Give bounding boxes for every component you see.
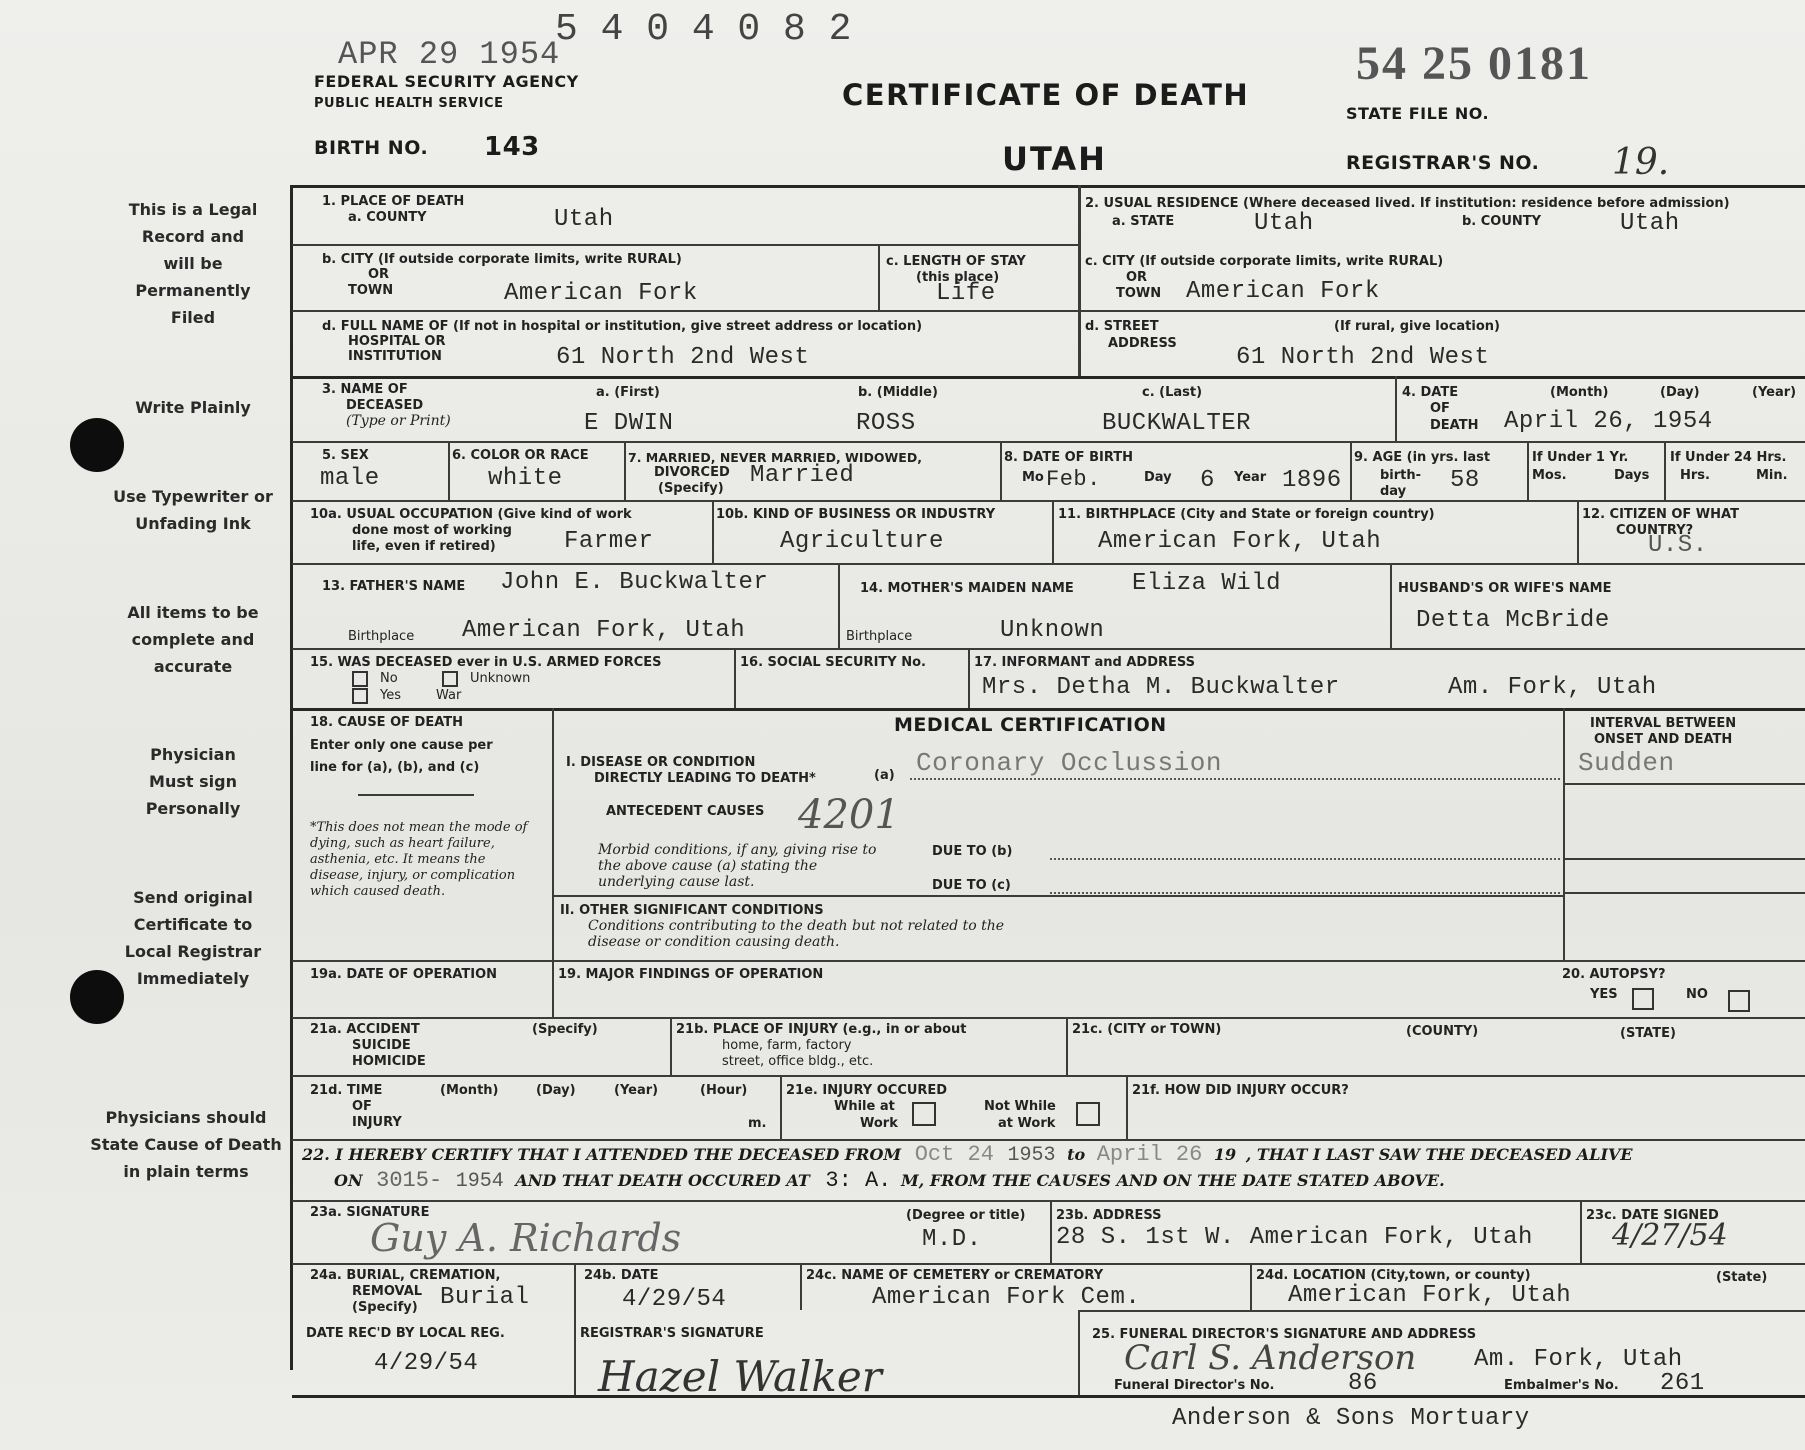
rule-o — [292, 1263, 1805, 1265]
v-burial-date — [800, 1263, 802, 1310]
rule-b — [292, 310, 1805, 312]
occupation-sub2: life, even if retired) — [352, 539, 496, 554]
autopsy-yes-checkbox[interactable] — [1632, 988, 1654, 1010]
rule-m — [292, 1139, 1805, 1141]
color-or-race: white — [488, 465, 563, 492]
registrar-number: 19. — [1612, 142, 1670, 183]
sex-label: 5. SEX — [322, 448, 369, 463]
father-birthplace-label: Birthplace — [348, 629, 415, 644]
cert-text-1: 22. I HEREBY CERTIFY THAT I ATTENDED THE DECEASED FROM — [302, 1145, 902, 1164]
v-mother — [1390, 563, 1392, 648]
agency-name: FEDERAL SECURITY AGENCY — [314, 72, 579, 91]
rule-g — [292, 648, 1805, 650]
cert-time: 3: A. — [825, 1168, 892, 1193]
last-name: BUCKWALTER — [1102, 410, 1252, 437]
rule-a — [292, 244, 1078, 246]
stamp-date: APR 29 1954 — [338, 36, 561, 73]
burial-specify-label: (Specify) — [352, 1300, 418, 1315]
date-received: 4/29/54 — [374, 1350, 479, 1377]
physician-signature: Guy A. Richards — [370, 1216, 682, 1260]
funeral-director-signature: Carl S. Anderson — [1124, 1338, 1417, 1378]
birth-number: 143 — [484, 132, 540, 162]
father-label: 13. FATHER'S NAME — [322, 579, 466, 594]
cemetery: American Fork Cem. — [872, 1284, 1141, 1311]
side-note-typewriter: Use Typewriter or Unfading Ink — [113, 487, 273, 533]
residence-label: 2. USUAL RESIDENCE (Where deceased lived. If institution: residence before admission) — [1085, 196, 1730, 211]
death-year-label: (Year) — [1752, 385, 1797, 400]
place-of-death-label: 1. PLACE OF DEATH — [322, 194, 465, 209]
operation-findings-label: 19. MAJOR FINDINGS OF OPERATION — [558, 967, 824, 982]
place-of-injury-label: 21b. PLACE OF INJURY (e.g., in or about — [676, 1022, 967, 1037]
certificate-title: CERTIFICATE OF DEATH — [842, 78, 1250, 112]
birth-year-label: Year — [1234, 470, 1267, 485]
antecedent-label: ANTECEDENT CAUSES — [606, 804, 765, 819]
cert-to-label: to — [1067, 1145, 1086, 1164]
burial-state-label: (State) — [1716, 1270, 1768, 1285]
address-label: ADDRESS — [1108, 336, 1177, 351]
date-of-death: April 26, 1954 — [1504, 408, 1713, 435]
disease-line — [910, 778, 1560, 780]
armed-yes-label: Yes — [380, 688, 401, 703]
v-under1 — [1664, 441, 1666, 500]
while-at-label: While at — [834, 1099, 895, 1114]
burial-type: Burial — [440, 1284, 530, 1311]
hospital-sub2: INSTITUTION — [348, 349, 442, 364]
injury-county-label: (COUNTY) — [1406, 1024, 1479, 1039]
v-res-split — [1078, 185, 1081, 376]
interval: Sudden — [1578, 748, 1675, 778]
v-age — [1527, 441, 1529, 500]
occupation-sub1: done most of working — [352, 523, 512, 538]
residence-city: American Fork — [1186, 278, 1380, 305]
injury-day-label: (Day) — [536, 1083, 576, 1098]
removal-label: REMOVAL — [352, 1284, 423, 1299]
marital-label: 7. MARRIED, NEVER MARRIED, WIDOWED, — [628, 450, 922, 465]
cert-to-year: 19 — [1213, 1145, 1237, 1164]
date-death-word-label: DEATH — [1430, 418, 1479, 433]
state-file-label: STATE FILE NO. — [1346, 104, 1490, 123]
birth-day-label: Day — [1144, 470, 1172, 485]
rule-f — [292, 563, 1805, 565]
residence-county: Utah — [1620, 210, 1680, 237]
due-to-b-line — [1050, 858, 1560, 860]
v-date-signed — [1580, 1200, 1582, 1263]
signature-label: 23a. SIGNATURE — [310, 1205, 430, 1220]
armed-war-label: War — [436, 688, 462, 703]
cert-text-2: , THAT I LAST SAW THE DECEASED ALIVE — [1245, 1145, 1633, 1164]
due-to-c-label: DUE TO (c) — [932, 878, 1011, 893]
how-injury-label: 21f. HOW DID INJURY OCCUR? — [1132, 1083, 1349, 1098]
punch-hole-top — [70, 418, 124, 472]
interval-label2: ONSET AND DEATH — [1594, 732, 1733, 747]
rule-n — [292, 1200, 1805, 1202]
rule-d — [292, 441, 1805, 443]
physician-address: 28 S. 1st W. American Fork, Utah — [1056, 1224, 1533, 1251]
v-cemetery — [1250, 1263, 1252, 1310]
v-sex — [448, 441, 450, 500]
v-color — [624, 441, 626, 500]
informant-name: Mrs. Detha M. Buckwalter — [982, 674, 1340, 701]
top-serial-number: 5 4 0 4 0 8 2 — [555, 8, 852, 51]
rule-l — [292, 1075, 1805, 1077]
father-birthplace: American Fork, Utah — [462, 617, 746, 644]
cert-from-year: 1953 — [1007, 1144, 1056, 1167]
not-while-at-work-checkbox[interactable] — [1076, 1102, 1100, 1126]
under-24-hrs-label: Hrs. — [1680, 468, 1710, 483]
age-label: 9. AGE (in yrs. last — [1354, 450, 1491, 465]
side-note-plain-terms: Physicians should State Cause of Death in plain terms — [90, 1108, 282, 1181]
v-injury-place — [1066, 1017, 1068, 1075]
date-of-label: OF — [1430, 401, 1450, 416]
autopsy-no-label: NO — [1686, 987, 1708, 1002]
disease-label2: DIRECTLY LEADING TO DEATH* — [594, 771, 816, 786]
side-note-physician: Physician Must sign Personally — [145, 745, 241, 818]
marital-specify-label: (Specify) — [658, 481, 724, 496]
cert-text-4: M, FROM THE CAUSES AND ON THE DATE STATED ABOVE. — [900, 1171, 1445, 1190]
residence-city-label: c. CITY (If outside corporate limits, write RURAL) — [1085, 254, 1444, 269]
under-24-min-label: Min. — [1756, 468, 1788, 483]
rule-c — [292, 376, 1805, 379]
v-stay — [878, 244, 880, 310]
injury-m-label: m. — [748, 1116, 767, 1131]
funeral-director-address: Am. Fork, Utah — [1474, 1346, 1683, 1373]
armed-no-checkbox[interactable] — [352, 671, 368, 687]
interval-rule-1 — [1563, 783, 1805, 785]
punch-hole-bottom — [70, 970, 124, 1024]
birth-year: 1896 — [1282, 467, 1342, 494]
birthplace-label: 11. BIRTHPLACE (City and State or foreign country) — [1058, 507, 1435, 522]
informant-label: 17. INFORMANT and ADDRESS — [974, 655, 1196, 670]
injury-of-label: OF — [352, 1099, 372, 1114]
cert-on-label: ON — [334, 1171, 363, 1190]
armed-unknown-label: Unknown — [470, 671, 531, 686]
funeral-director-no: 86 — [1348, 1370, 1378, 1397]
operation-date-label: 19a. DATE OF OPERATION — [310, 967, 498, 982]
registrar-signature: Hazel Walker — [598, 1352, 882, 1401]
v-armed — [734, 648, 736, 708]
not-while-label: Not While — [984, 1099, 1056, 1114]
injury-month-label: (Month) — [440, 1083, 499, 1098]
death-month-label: (Month) — [1550, 385, 1609, 400]
occupation: Farmer — [564, 528, 654, 555]
death-county: Utah — [554, 206, 614, 233]
father-name: John E. Buckwalter — [500, 569, 769, 596]
side-note-complete: All items to be complete and accurate — [127, 603, 259, 676]
burial-date: 4/29/54 — [622, 1286, 727, 1313]
mother-label: 14. MOTHER'S MAIDEN NAME — [860, 581, 1074, 596]
injury-state-label: (STATE) — [1620, 1026, 1676, 1041]
rural-label: (If rural, give location) — [1334, 319, 1500, 334]
cause-sub2: line for (a), (b), and (c) — [310, 760, 480, 775]
birth-day: 6 — [1200, 467, 1215, 494]
armed-no-label: No — [380, 671, 398, 686]
accident-label: 21a. ACCIDENT — [310, 1022, 420, 1037]
injury-year-label: (Year) — [614, 1083, 659, 1098]
frame-bottom — [292, 1395, 1805, 1398]
v-degree — [1050, 1200, 1052, 1263]
state-heading: UTAH — [1002, 140, 1107, 178]
state-file-number: 54 25 0181 — [1356, 37, 1592, 90]
length-of-stay: Life — [936, 280, 996, 307]
autopsy-label: 20. AUTOPSY? — [1562, 967, 1666, 982]
first-name: E DWIN — [584, 410, 674, 437]
date-of-death-label: 4. DATE — [1402, 385, 1459, 400]
under-1-mos-label: Mos. — [1532, 468, 1567, 483]
cert-line-1 — [302, 1142, 1802, 1168]
armed-forces-label: 15. WAS DECEASED ever in U.S. ARMED FORCES — [310, 655, 662, 670]
residence-state: Utah — [1254, 210, 1314, 237]
street-label: d. STREET — [1085, 319, 1159, 334]
v-occ — [712, 500, 714, 563]
birth-number-label: BIRTH NO. — [314, 137, 429, 159]
injury-time-label: 21d. TIME — [310, 1083, 383, 1098]
other-conditions-sub: Conditions contributing to the death but not related to the disease or condition causing death. — [588, 918, 1005, 950]
cause-label: 18. CAUSE OF DEATH — [310, 715, 464, 730]
side-note-send: Send original Certificate to Local Registrar Immediately — [124, 888, 262, 988]
cemetery-label: 24c. NAME OF CEMETERY or CREMATORY — [806, 1268, 1104, 1283]
place-of-injury-sub1: home, farm, factory — [722, 1038, 852, 1053]
rule-j — [292, 960, 1805, 962]
mortuary-name: Anderson & Sons Mortuary — [1172, 1405, 1530, 1432]
v-burial — [574, 1263, 576, 1395]
birth-month: Feb. — [1046, 467, 1101, 492]
autopsy-yes-label: YES — [1590, 987, 1618, 1002]
hospital-sub1: HOSPITAL OR — [348, 334, 446, 349]
v-citizen — [1577, 500, 1579, 563]
injury-hour-label: (Hour) — [700, 1083, 748, 1098]
stay-sub-label: (this place) — [916, 270, 1000, 285]
disease-label: I. DISEASE OR CONDITION — [566, 755, 756, 770]
medical-certification-title: MEDICAL CERTIFICATION — [894, 714, 1167, 736]
county-label: a. COUNTY — [348, 210, 427, 225]
cause-divider — [358, 794, 474, 796]
armed-unknown-checkbox[interactable] — [442, 671, 458, 687]
classification-code: 4201 — [798, 792, 900, 838]
cause-footnote: *This does not mean the mode of dying, such as heart failure, asthenia, etc. It means the disease, injury, or complication which caused death. — [310, 820, 528, 899]
first-name-label: a. (First) — [596, 385, 660, 400]
cert-last-seen: 3015- — [376, 1168, 443, 1193]
armed-yes-checkbox[interactable] — [352, 688, 368, 704]
other-conditions-label: II. OTHER SIGNIFICANT CONDITIONS — [560, 903, 824, 918]
hospital-address: 61 North 2nd West — [556, 344, 810, 371]
cert-last-seen-year: 1954 — [455, 1170, 504, 1193]
embalmer-no-label: Embalmer's No. — [1504, 1378, 1619, 1393]
not-at-work-label: at Work — [998, 1116, 1056, 1131]
morbid-note: Morbid conditions, if any, giving rise to the above cause (a) stating the underlying cause last. — [598, 842, 877, 890]
place-of-injury-sub2: street, office bldg., etc. — [722, 1054, 874, 1069]
mother-birthplace: Unknown — [1000, 617, 1105, 644]
interval-rule-2 — [1563, 858, 1805, 860]
burial-date-label: 24b. DATE — [584, 1268, 659, 1283]
under-24-label: If Under 24 Hrs. — [1670, 450, 1787, 465]
homicide-label: HOMICIDE — [352, 1054, 426, 1069]
frame-left — [290, 185, 293, 1370]
citizenship: U.S. — [1648, 532, 1708, 559]
due-to-b-label: DUE TO (b) — [932, 844, 1013, 859]
deceased-name-label: 3. NAME OF — [322, 382, 408, 397]
spouse-label: HUSBAND'S OR WIFE'S NAME — [1398, 581, 1612, 596]
cert-to: April 26 — [1096, 1142, 1203, 1167]
interval-rule-3 — [1563, 892, 1805, 894]
v-business — [1052, 500, 1054, 563]
age-birth-label: birth- — [1380, 468, 1422, 483]
stay-label: c. LENGTH OF STAY — [886, 254, 1026, 269]
degree: M.D. — [922, 1226, 982, 1253]
informant-address: Am. Fork, Utah — [1448, 674, 1657, 701]
embalmer-no: 261 — [1660, 1370, 1705, 1397]
cert-line-2 — [334, 1168, 1794, 1194]
side-note-legal-record: This is a Legal Record and will be Permanently Filed — [128, 200, 258, 327]
middle-name: ROSS — [856, 410, 916, 437]
v-medical-left — [552, 708, 554, 1017]
date-signed-label: 23c. DATE SIGNED — [1586, 1208, 1719, 1223]
v-registrar — [1078, 1310, 1080, 1395]
physician-address-label: 23b. ADDRESS — [1056, 1208, 1162, 1223]
citizen-label: 12. CITIZEN OF WHAT — [1582, 507, 1739, 522]
v-interval — [1563, 708, 1565, 960]
v-injury-occ — [1126, 1075, 1128, 1139]
marital-status: Married — [750, 462, 855, 489]
under-1-label: If Under 1 Yr. — [1532, 450, 1629, 465]
rule-i — [553, 895, 1563, 897]
burial-label: 24a. BURIAL, CREMATION, — [310, 1268, 501, 1283]
age: 58 — [1450, 467, 1480, 494]
occupation-label: 10a. USUAL OCCUPATION (Give kind of work — [310, 507, 632, 522]
residence-county-label: b. COUNTY — [1462, 214, 1542, 229]
service-name: PUBLIC HEALTH SERVICE — [314, 96, 504, 111]
autopsy-no-checkbox[interactable] — [1728, 990, 1750, 1012]
registrar-number-label: REGISTRAR'S NO. — [1346, 152, 1540, 174]
town-label: TOWN — [348, 283, 394, 298]
disease: Coronary Occlussion — [916, 748, 1222, 778]
ssn-label: 16. SOCIAL SECURITY No. — [740, 655, 926, 670]
interval-label: INTERVAL BETWEEN — [1590, 716, 1737, 731]
rule-k — [292, 1017, 1805, 1019]
divorced-label: DIVORCED — [654, 465, 730, 480]
residence-state-label: a. STATE — [1112, 214, 1175, 229]
date-signed: 4/27/54 — [1612, 1218, 1728, 1253]
burial-location-label: 24d. LOCATION (City,town, or county) — [1256, 1268, 1531, 1283]
mother-birthplace-label: Birthplace — [846, 629, 913, 644]
birth-date-label: 8. DATE OF BIRTH — [1004, 450, 1134, 465]
residence-or-label: OR — [1126, 270, 1148, 285]
rule-h — [292, 708, 1805, 711]
frame-top — [292, 185, 1805, 188]
due-to-c-line — [1050, 892, 1560, 894]
birth-month-label: Mo — [1022, 470, 1044, 485]
side-note-write-plainly: Write Plainly — [135, 398, 251, 417]
cert-text-3: AND THAT DEATH OCCURED AT — [515, 1171, 810, 1190]
v-injury-type — [670, 1017, 672, 1075]
deceased-label: DECEASED — [346, 398, 424, 413]
city-label: b. CITY (If outside corporate limits, write RURAL) — [322, 252, 682, 267]
city-or-label: OR — [368, 267, 390, 282]
registrar-signature-label: REGISTRAR'S SIGNATURE — [580, 1326, 764, 1341]
v-injury-time — [780, 1075, 782, 1139]
color-label: 6. COLOR OR RACE — [452, 448, 589, 463]
injury-word-label: INJURY — [352, 1115, 402, 1130]
burial-location: American Fork, Utah — [1288, 1282, 1572, 1309]
accident-specify-label: (Specify) — [532, 1022, 598, 1037]
degree-label: (Degree or title) — [906, 1208, 1026, 1223]
spouse-name: Detta McBride — [1416, 607, 1610, 634]
business-label: 10b. KIND OF BUSINESS OR INDUSTRY — [716, 507, 996, 522]
cert-from: Oct 24 — [914, 1142, 994, 1167]
date-received-label: DATE REC'D BY LOCAL REG. — [306, 1326, 505, 1341]
funeral-director-label: 25. FUNERAL DIRECTOR'S SIGNATURE AND ADDRESS — [1092, 1327, 1477, 1342]
under-1-days-label: Days — [1614, 468, 1650, 483]
death-city: American Fork — [504, 280, 698, 307]
v-ssn — [968, 648, 970, 708]
business: Agriculture — [780, 528, 944, 555]
v-date-death — [1395, 376, 1397, 441]
injury-city-label: 21c. (CITY or TOWN) — [1072, 1022, 1222, 1037]
residence-town-label: TOWN — [1116, 286, 1162, 301]
type-or-print-label: (Type or Print) — [346, 413, 451, 429]
last-name-label: c. (Last) — [1142, 385, 1203, 400]
death-day-label: (Day) — [1660, 385, 1700, 400]
sex: male — [320, 465, 380, 492]
while-at-work-checkbox[interactable] — [912, 1102, 936, 1126]
cause-sub1: Enter only one cause per — [310, 738, 493, 753]
middle-name-label: b. (Middle) — [858, 385, 938, 400]
residence-street: 61 North 2nd West — [1236, 344, 1490, 371]
disease-a-label: (a) — [874, 768, 895, 783]
injury-occurred-label: 21e. INJURY OCCURED — [786, 1083, 948, 1098]
while-work-label: Work — [860, 1116, 898, 1131]
funeral-director-no-label: Funeral Director's No. — [1114, 1378, 1275, 1393]
citizen-label2: COUNTRY? — [1616, 523, 1694, 538]
suicide-label: SUICIDE — [352, 1038, 411, 1053]
v-birth — [1350, 441, 1352, 500]
birthplace: American Fork, Utah — [1098, 528, 1382, 555]
age-day-label: day — [1380, 484, 1407, 499]
v-father — [838, 563, 840, 648]
mother-name: Eliza Wild — [1132, 570, 1282, 597]
hospital-label: d. FULL NAME OF (If not in hospital or institution, give street address or location) — [322, 319, 923, 334]
rule-p — [1078, 1310, 1805, 1312]
v-marital — [1000, 441, 1002, 500]
